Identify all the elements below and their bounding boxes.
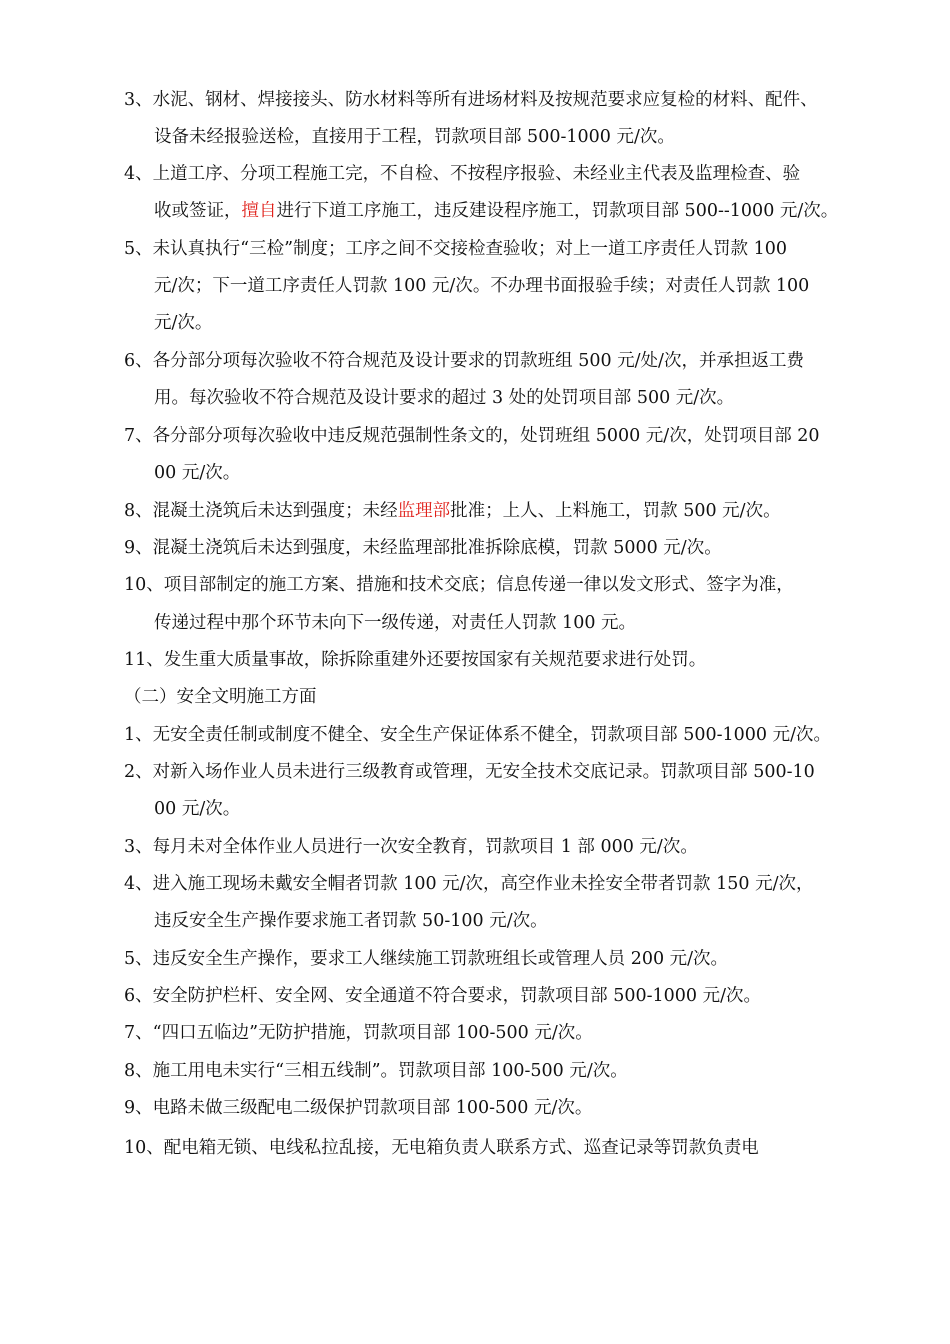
item-4-text-a: 收或签证，	[154, 201, 242, 221]
item-4-line-1: 4、上道工序、分项工程施工完，不自检、不按程序报验、未经业主代表及监理检查、验	[124, 164, 801, 184]
item-7-line-2: 00 元/次。	[154, 463, 241, 483]
item-7-line-1: 7、各分部分项每次验收中违反规范强制性条文的，处罚班组 5000 元/次，处罚项目部 20	[124, 426, 820, 446]
safety-item-4-line-2: 违反安全生产操作要求施工者罚款 50-100 元/次。	[154, 911, 548, 931]
safety-item-2-line-2: 00 元/次。	[154, 799, 241, 819]
item-4-text-c: 进行下道工序施工，违反建设程序施工，罚款项目部 500--1000 元/次。	[276, 201, 839, 221]
safety-item-5: 5、违反安全生产操作，要求工人继续施工罚款班组长或管理人员 200 元/次。	[124, 949, 729, 969]
item-6-line-2: 用。每次验收不符合规范及设计要求的超过 3 处的处罚项目部 500 元/次。	[154, 388, 735, 408]
item-8-text-a: 8、混凝土浇筑后未达到强度；未经	[124, 501, 398, 521]
item-11-line: 11、发生重大质量事故，除拆除重建外还要按国家有关规范要求进行处罚。	[124, 650, 707, 670]
item-3-line-1: 3、水泥、钢材、焊接接头、防水材料等所有进场材料及按规范要求应复检的材料、配件、	[124, 90, 818, 110]
item-4-line-2	[154, 199, 838, 223]
item-5-line-3: 元/次。	[154, 313, 213, 333]
item-8-highlight: 监理部	[397, 501, 451, 521]
item-9-line: 9、混凝土浇筑后未达到强度，未经监理部批准拆除底模，罚款 5000 元/次。	[124, 538, 722, 558]
item-5-line-2: 元/次；下一道工序责任人罚款 100 元/次。不办理书面报验手续；对责任人罚款 100	[154, 276, 810, 296]
item-6-line-1: 6、各分部分项每次验收不符合规范及设计要求的罚款班组 500 元/处/次，并承担返工费	[124, 351, 804, 371]
item-4-highlight: 擅自	[241, 201, 277, 221]
safety-item-7: 7、“四口五临边”无防护措施，罚款项目部 100-500 元/次。	[124, 1023, 593, 1043]
item-5-line-1: 5、未认真执行“三检”制度；工序之间不交接检查验收；对上一道工序责任人罚款 100	[124, 239, 787, 259]
safety-item-10: 10、配电箱无锁、电线私拉乱接，无电箱负责人联系方式、巡查记录等罚款负责电	[124, 1138, 759, 1158]
safety-item-2-line-1: 2、对新入场作业人员未进行三级教育或管理，无安全技术交底记录。罚款项目部 500-10	[124, 762, 815, 782]
safety-item-4-line-1: 4、进入施工现场未戴安全帽者罚款 100 元/次，高空作业未拴安全带者罚款 150 元/次，	[124, 874, 814, 894]
safety-item-1: 1、无安全责任制或制度不健全、安全生产保证体系不健全，罚款项目部 500-1000 元/次。	[124, 725, 832, 745]
item-3-line-2: 设备未经报验送检，直接用于工程，罚款项目部 500-1000 元/次。	[154, 127, 675, 147]
item-10-line-2: 传递过程中那个环节未向下一级传递，对责任人罚款 100 元。	[154, 613, 637, 633]
safety-item-8: 8、施工用电未实行“三相五线制”。罚款项目部 100-500 元/次。	[124, 1061, 628, 1081]
item-8-text-c: 批准；上人、上料施工，罚款 500 元/次。	[450, 501, 781, 521]
item-10-line-1: 10、项目部制定的施工方案、措施和技术交底；信息传递一律以发文形式、签字为准，	[124, 575, 794, 595]
section-2-heading: （二）安全文明施工方面	[124, 687, 317, 707]
safety-item-6: 6、安全防护栏杆、安全网、安全通道不符合要求，罚款项目部 500-1000 元/次。	[124, 986, 762, 1006]
safety-item-9: 9、电路未做三级配电二级保护罚款项目部 100-500 元/次。	[124, 1098, 593, 1118]
safety-item-3: 3、每月未对全体作业人员进行一次安全教育，罚款项目 1 部 000 元/次。	[124, 837, 698, 857]
item-8-line	[124, 499, 781, 523]
